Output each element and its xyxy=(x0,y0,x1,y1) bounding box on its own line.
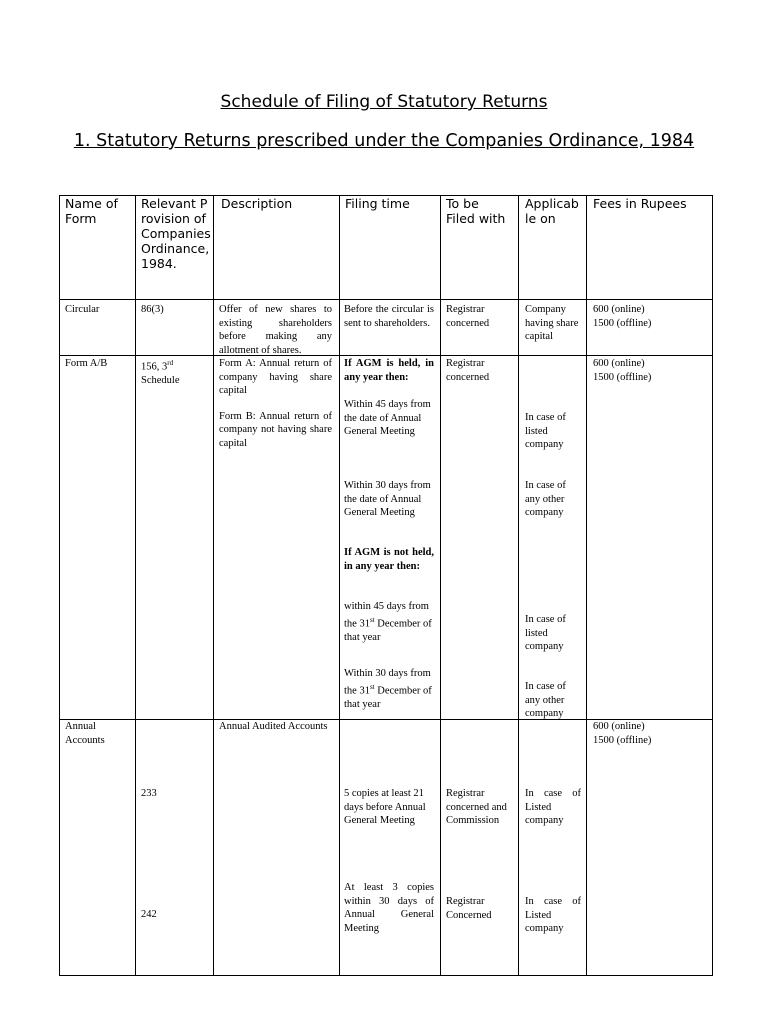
annual-description: Annual Audited Accounts xyxy=(219,721,328,732)
annual-provision-242: 242 xyxy=(141,909,157,920)
formab-fees xyxy=(593,357,709,384)
annual-filed-with-1: Registrar concerned and Commission xyxy=(446,788,507,826)
annual-filing-time-1: 5 copies at least 21 days before Annual General Meeting xyxy=(344,788,426,826)
table-border-right xyxy=(712,195,713,976)
formab-form-name: Form A/B xyxy=(65,358,108,369)
fees-offline: 1500 (offline) xyxy=(593,317,652,329)
agm-held-heading: If AGM is held, in any year then: xyxy=(344,358,434,383)
column-divider xyxy=(135,195,136,976)
header-relevant-provision: Relevant Provision of Companies Ordinance, 1984. xyxy=(141,196,211,271)
fees-offline: 1500 (offline) xyxy=(593,371,652,383)
circular-filed-with: Registrar concerned xyxy=(446,304,490,329)
column-divider xyxy=(213,195,214,976)
table-border-bottom xyxy=(59,975,713,976)
applicable-other-2: In case of any other company xyxy=(525,681,566,719)
ft4-text: Within 30 days from the 31 xyxy=(344,668,431,696)
fees-online: 600 (online) xyxy=(593,304,645,315)
annual-fees xyxy=(593,720,709,747)
header-filed-with: To be Filed with xyxy=(446,196,506,226)
ft3-text: within 45 days from the 31 xyxy=(344,601,429,629)
row-divider xyxy=(59,299,713,300)
applicable-other-1: In case of any other company xyxy=(525,480,566,518)
circular-provision: 86(3) xyxy=(141,304,164,315)
circular-fees xyxy=(593,303,709,330)
form-b-description: Form B: Annual return of company not having share capital xyxy=(219,410,332,449)
header-name-of-form: Name of Form xyxy=(65,196,118,226)
header-fees: Fees in Rupees xyxy=(593,196,687,211)
row-divider xyxy=(59,355,713,356)
annual-filed-with-2: Registrar Concerned xyxy=(446,896,492,921)
column-divider xyxy=(586,195,587,976)
circular-filing-time: Before the circular is sent to shareholders. xyxy=(344,304,434,329)
filing-time-30-days-agm: Within 30 days from the date of Annual General Meeting xyxy=(344,480,431,518)
column-divider xyxy=(440,195,441,976)
formab-filed-with: Registrar concerned xyxy=(446,358,490,383)
header-applicable-on: Applicable on xyxy=(525,196,579,226)
circular-applicable-on: Company having share capital xyxy=(525,304,579,342)
ft3-sup: st xyxy=(369,615,375,624)
header-filing-time: Filing time xyxy=(345,196,410,211)
ft4-rest: December of that year xyxy=(344,685,432,710)
column-divider xyxy=(339,195,340,976)
filing-time-45-days-year-end xyxy=(344,600,436,644)
fees-online: 600 (online) xyxy=(593,721,645,732)
annual-provision-233: 233 xyxy=(141,788,157,799)
provision-number: 156, 3 xyxy=(141,361,168,373)
table-border-left xyxy=(59,195,60,976)
fees-offline: 1500 (offline) xyxy=(593,734,652,746)
returns-table xyxy=(59,195,713,976)
ft3-rest: December of that year xyxy=(344,618,432,643)
applicable-listed-1: In case of listed company xyxy=(525,412,566,450)
provision-superscript: rd xyxy=(167,359,174,367)
column-divider xyxy=(518,195,519,976)
section-title: 1. Statutory Returns prescribed under the Companies Ordinance, 1984 xyxy=(73,131,695,151)
formab-description xyxy=(219,357,332,450)
circular-form-name: Circular xyxy=(65,304,100,315)
ft4-sup: st xyxy=(369,682,375,691)
annual-applicable-2: In case of Listed company xyxy=(525,896,581,934)
annual-filing-time-2: At least 3 copies within 30 days of Annual General Meeting xyxy=(344,882,434,934)
filing-time-45-days-agm: Within 45 days from the date of Annual General Meeting xyxy=(344,399,431,437)
annual-form-name: Annual Accounts xyxy=(65,721,105,746)
applicable-listed-2: In case of listed company xyxy=(525,614,566,652)
annual-applicable-1: In case of Listed company xyxy=(525,788,581,826)
document-title: Schedule of Filing of Statutory Returns xyxy=(220,92,548,112)
provision-schedule: Schedule xyxy=(141,375,180,386)
formab-provision xyxy=(141,357,211,388)
filing-time-30-days-year-end xyxy=(344,667,436,711)
form-a-description: Form A: Annual return of company having share capital xyxy=(219,358,332,396)
agm-not-held-heading: If AGM is not held, in any year then: xyxy=(344,547,434,572)
circular-description: Offer of new shares to existing shareholders before making any allotment of shares. xyxy=(219,304,332,356)
header-description: Description xyxy=(221,196,293,211)
fees-online: 600 (online) xyxy=(593,358,645,369)
